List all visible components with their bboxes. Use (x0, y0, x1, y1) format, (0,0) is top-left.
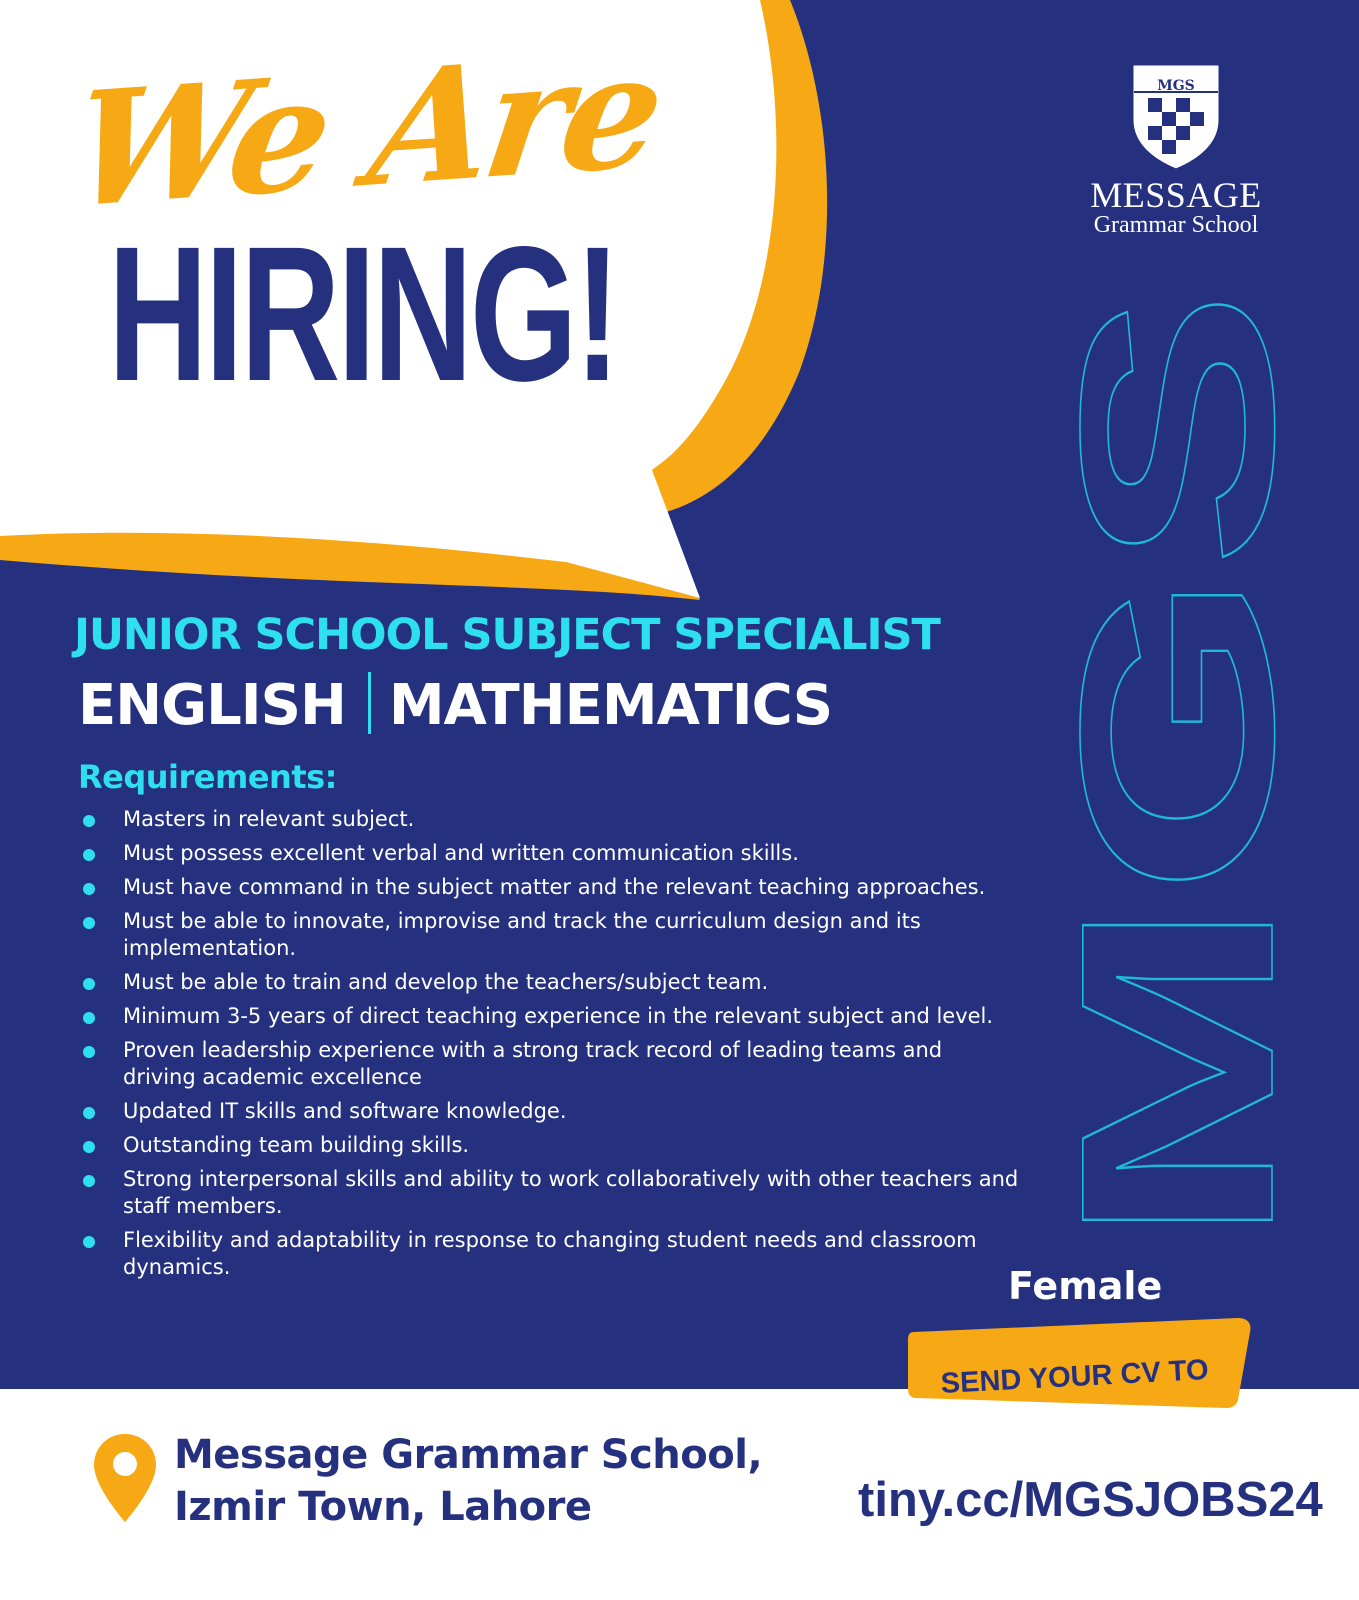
subject-mathematics: MATHEMATICS (388, 673, 833, 738)
requirement-item (80, 1003, 1020, 1030)
job-title: JUNIOR SCHOOL SUBJECT SPECIALIST (74, 610, 940, 660)
bullet-icon (83, 815, 95, 827)
requirement-text: Strong interpersonal skills and ability to work collaboratively with other teachers and staff members. (123, 1167, 1019, 1218)
bullet-icon (83, 1141, 95, 1153)
address-line2: Izmir Town, Lahore (174, 1484, 592, 1530)
requirement-item (80, 1227, 1020, 1281)
subject-english: ENGLISH (78, 673, 346, 738)
cta-label: SEND YOUR CV TO (940, 1353, 1210, 1400)
requirements-heading: Requirements: (78, 758, 337, 796)
requirements-list (80, 806, 1020, 1288)
cv-link[interactable]: tiny.cc/MGSJOBS24 (858, 1473, 1323, 1527)
requirement-item (80, 874, 1020, 901)
bullet-icon (83, 1236, 95, 1248)
requirement-item (80, 1132, 1020, 1159)
bullet-icon (83, 1046, 95, 1058)
requirement-text: Flexibility and adaptability in response to changing student needs and classroom dynamics. (123, 1228, 977, 1279)
requirement-text: Updated IT skills and software knowledge. (123, 1099, 567, 1123)
school-name-line2: Grammar School (1093, 212, 1259, 238)
subject-separator (368, 672, 371, 734)
school-name-line1: MESSAGE (1090, 175, 1262, 215)
address-line1: Message Grammar School, (174, 1432, 763, 1478)
headline-hiring: HIRING! (108, 206, 618, 421)
bullet-icon (83, 883, 95, 895)
requirement-text: Masters in relevant subject. (123, 807, 415, 831)
school-logo (1060, 62, 1290, 252)
bullet-icon (83, 1012, 95, 1024)
requirement-text: Must possess excellent verbal and written communication skills. (123, 841, 799, 865)
bullet-icon (83, 849, 95, 861)
headline-we-are: We Are (61, 17, 670, 244)
bullet-icon (83, 978, 95, 990)
crest-label: MGS (1157, 78, 1195, 94)
requirement-item (80, 1098, 1020, 1125)
requirement-item (80, 840, 1020, 867)
bullet-icon (83, 1175, 95, 1187)
gender-label: Female (1008, 1264, 1163, 1308)
requirement-text: Must have command in the subject matter and the relevant teaching approaches. (123, 875, 986, 899)
requirement-item (80, 969, 1020, 996)
requirement-item (80, 1166, 1020, 1220)
location-pin-icon (92, 1432, 158, 1524)
requirement-text: Minimum 3-5 years of direct teaching experience in the relevant subject and level. (123, 1004, 994, 1028)
mgs-watermark (1024, 278, 1331, 1248)
bullet-icon (83, 1107, 95, 1119)
subjects (78, 672, 978, 736)
requirement-text: Proven leadership experience with a strong track record of leading teams and driving academic excellence (123, 1038, 943, 1089)
watermark-text: MGS (1024, 621, 1331, 1248)
requirement-text: Must be able to train and develop the teachers/subject team. (123, 970, 769, 994)
requirement-text: Outstanding team building skills. (123, 1133, 470, 1157)
requirement-item (80, 908, 1020, 962)
requirement-item (80, 1037, 1020, 1091)
requirement-text: Must be able to innovate, improvise and track the curriculum design and its implementation. (123, 909, 921, 960)
bullet-icon (83, 917, 95, 929)
requirement-item (80, 806, 1020, 833)
